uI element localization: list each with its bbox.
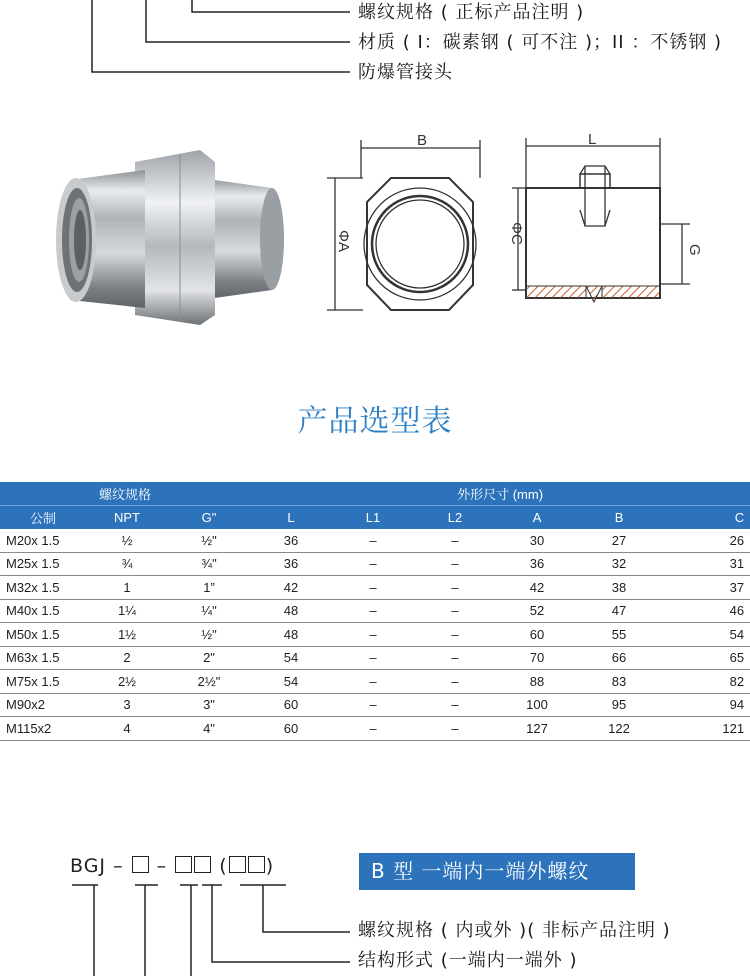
table-cell: M50x 1.5	[0, 623, 86, 647]
table-cell: 48	[250, 599, 332, 623]
table-cell: 3"	[168, 693, 250, 717]
table-cell: 83	[578, 670, 660, 694]
table-cell: M115x2	[0, 717, 86, 741]
table-cell: 54	[660, 623, 750, 647]
table-row	[0, 552, 750, 576]
table-cell: –	[332, 529, 414, 552]
table-row	[0, 693, 750, 717]
side-view-drawing	[490, 130, 710, 320]
table-cell: ¼"	[168, 599, 250, 623]
table-cell: ½"	[168, 529, 250, 552]
table-cell: 60	[496, 623, 578, 647]
table-cell: 127	[496, 717, 578, 741]
table-cell: 66	[578, 646, 660, 670]
table-cell: –	[414, 552, 496, 576]
model-paren-close: )	[265, 855, 275, 877]
table-cell: M63x 1.5	[0, 646, 86, 670]
table-body	[0, 529, 750, 740]
table-cell: ½	[86, 529, 168, 552]
column-header: A	[496, 506, 578, 530]
column-header: C	[660, 506, 750, 530]
table-cell: 27	[578, 529, 660, 552]
column-header: 公制	[0, 506, 86, 530]
table-cell: 4"	[168, 717, 250, 741]
table-cell: 95	[578, 693, 660, 717]
legend-product-name: 防爆管接头	[358, 62, 453, 83]
header-dimensions: 外形尺寸 (mm)	[250, 482, 750, 506]
column-header: L1	[332, 506, 414, 530]
table-cell: 38	[578, 576, 660, 600]
table-cell: 48	[250, 623, 332, 647]
legend-thread-spec: 螺纹规格 ( 正标产品注明 )	[358, 2, 585, 23]
table-cell: M32x 1.5	[0, 576, 86, 600]
table-cell: 60	[250, 717, 332, 741]
table-row	[0, 717, 750, 741]
dim-label-g: G	[686, 244, 703, 256]
table-cell: 2"	[168, 646, 250, 670]
table-cell: –	[332, 646, 414, 670]
table-cell: 54	[250, 670, 332, 694]
table-cell: 1¼	[86, 599, 168, 623]
table-cell: –	[414, 717, 496, 741]
table-cell: M20x 1.5	[0, 529, 86, 552]
table-cell: 30	[496, 529, 578, 552]
model-paren-open: (	[219, 855, 228, 877]
dim-label-b: B	[417, 132, 428, 149]
table-cell: –	[332, 576, 414, 600]
dim-label-phi-a: ΦA	[335, 230, 352, 252]
table-cell: 88	[496, 670, 578, 694]
front-view-drawing	[325, 130, 495, 320]
table-row	[0, 670, 750, 694]
legend-thread-spec-bottom: 螺纹规格 ( 内或外 )( 非标产品注明 )	[358, 920, 671, 941]
table-row	[0, 623, 750, 647]
column-header-row	[0, 506, 750, 530]
spec-table	[0, 482, 750, 741]
table-cell: 52	[496, 599, 578, 623]
code-box-2	[175, 856, 192, 873]
table-cell: –	[332, 623, 414, 647]
model-dash-1: –	[113, 855, 124, 877]
table-cell: –	[414, 529, 496, 552]
table-cell: –	[414, 670, 496, 694]
table-cell: 42	[496, 576, 578, 600]
table-cell: 31	[660, 552, 750, 576]
table-cell: –	[332, 599, 414, 623]
table-cell: 2½	[86, 670, 168, 694]
table-cell: 70	[496, 646, 578, 670]
table-cell: ½"	[168, 623, 250, 647]
model-code	[70, 855, 274, 877]
table-cell: 122	[578, 717, 660, 741]
table-row	[0, 646, 750, 670]
table-cell: ¾	[86, 552, 168, 576]
column-header: G"	[168, 506, 250, 530]
table-cell: ¾"	[168, 552, 250, 576]
table-cell: 4	[86, 717, 168, 741]
table-cell: –	[414, 623, 496, 647]
table-cell: –	[414, 576, 496, 600]
table-cell: 32	[578, 552, 660, 576]
table-cell: 121	[660, 717, 750, 741]
table-cell: M25x 1.5	[0, 552, 86, 576]
model-prefix: BGJ	[70, 855, 107, 877]
table-cell: 37	[660, 576, 750, 600]
table-cell: 82	[660, 670, 750, 694]
table-cell: –	[332, 552, 414, 576]
column-header: L2	[414, 506, 496, 530]
table-cell: 60	[250, 693, 332, 717]
table-cell: 47	[578, 599, 660, 623]
legend-material: 材质 ( I：碳素钢 ( 可不注 )；II ：不锈钢 )	[358, 32, 723, 53]
b-type-banner: B 型 一端内一端外螺纹	[359, 853, 635, 890]
table-cell: M40x 1.5	[0, 599, 86, 623]
code-box-1	[132, 856, 149, 873]
column-header: L	[250, 506, 332, 530]
table-cell: 1	[86, 576, 168, 600]
table-cell: –	[414, 599, 496, 623]
column-header: B	[578, 506, 660, 530]
table-cell: 2½"	[168, 670, 250, 694]
code-box-5	[248, 856, 265, 873]
table-cell: 36	[250, 529, 332, 552]
table-cell: 26	[660, 529, 750, 552]
table-cell: 100	[496, 693, 578, 717]
table-row	[0, 529, 750, 552]
table-cell: 65	[660, 646, 750, 670]
table-cell: –	[332, 717, 414, 741]
code-box-3	[194, 856, 211, 873]
table-cell: 1”	[168, 576, 250, 600]
table-cell: M75x 1.5	[0, 670, 86, 694]
table-cell: –	[332, 693, 414, 717]
table-cell: –	[332, 670, 414, 694]
table-cell: 42	[250, 576, 332, 600]
column-header: NPT	[86, 506, 168, 530]
product-photo	[50, 140, 290, 330]
section-title: 产品选型表	[297, 404, 453, 439]
model-dash-2: –	[156, 855, 168, 877]
header-thread-spec: 螺纹规格	[0, 482, 250, 506]
table-cell: 94	[660, 693, 750, 717]
table-cell: 55	[578, 623, 660, 647]
table-cell: 2	[86, 646, 168, 670]
table-cell: –	[414, 646, 496, 670]
table-cell: 36	[250, 552, 332, 576]
code-box-4	[229, 856, 246, 873]
dim-label-l: L	[588, 131, 597, 148]
table-cell: M90x2	[0, 693, 86, 717]
table-cell: 36	[496, 552, 578, 576]
table-cell: –	[414, 693, 496, 717]
dim-label-phi-c: ΦC	[508, 222, 525, 245]
table-cell: 54	[250, 646, 332, 670]
legend-structure: 结构形式 (一端内一端外 )	[358, 950, 578, 971]
table-row	[0, 599, 750, 623]
table-cell: 46	[660, 599, 750, 623]
table-cell: 1½	[86, 623, 168, 647]
table-row	[0, 576, 750, 600]
table-cell: 3	[86, 693, 168, 717]
